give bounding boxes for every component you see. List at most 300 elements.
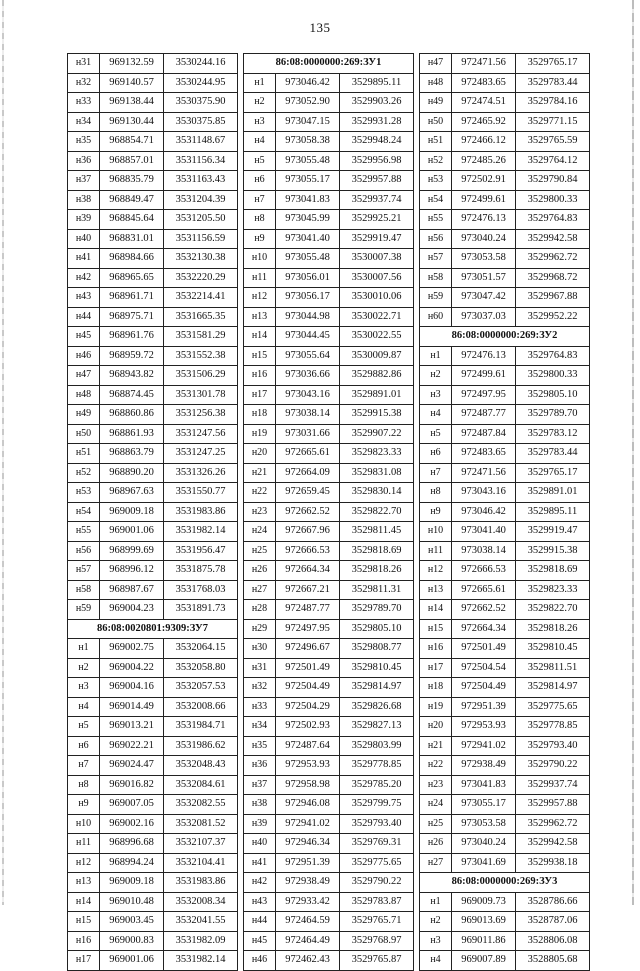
- table-row: [420, 522, 590, 542]
- x-coordinate: 968987.67: [100, 580, 164, 600]
- point-label: н25: [244, 541, 276, 561]
- table-row: [244, 483, 414, 503]
- x-coordinate: 969013.69: [452, 912, 516, 932]
- y-coordinate: 3529814.97: [516, 678, 590, 698]
- y-coordinate: 3531301.78: [164, 385, 238, 405]
- table-row: [420, 190, 590, 210]
- table-row: [68, 210, 238, 230]
- table-row: [244, 366, 414, 386]
- table-row: [420, 600, 590, 620]
- y-coordinate: 3529765.17: [516, 463, 590, 483]
- y-coordinate: 3529915.38: [516, 541, 590, 561]
- point-label: н4: [420, 405, 452, 425]
- x-coordinate: 973041.83: [452, 775, 516, 795]
- table-row: [68, 483, 238, 503]
- y-coordinate: 3529775.65: [516, 697, 590, 717]
- table-row: [68, 190, 238, 210]
- x-coordinate: 972464.59: [276, 912, 340, 932]
- y-coordinate: 3532064.15: [164, 639, 238, 659]
- table-row: [420, 424, 590, 444]
- point-label: н1: [244, 73, 276, 93]
- point-label: н31: [68, 54, 100, 74]
- x-coordinate: 968996.68: [100, 834, 164, 854]
- table-row: [244, 853, 414, 873]
- x-coordinate: 972667.96: [276, 522, 340, 542]
- x-coordinate: 972476.13: [452, 210, 516, 230]
- y-coordinate: 3531982.14: [164, 522, 238, 542]
- table-row: [420, 229, 590, 249]
- x-coordinate: 969014.49: [100, 697, 164, 717]
- table-row: [244, 93, 414, 113]
- table-row: [244, 834, 414, 854]
- table-row: [420, 814, 590, 834]
- point-label: н8: [68, 775, 100, 795]
- y-coordinate: 3532107.37: [164, 834, 238, 854]
- point-label: н41: [68, 249, 100, 269]
- x-coordinate: 968961.71: [100, 288, 164, 308]
- point-label: н4: [68, 697, 100, 717]
- table-row: [68, 346, 238, 366]
- table-row: [68, 658, 238, 678]
- table-row: [68, 132, 238, 152]
- y-coordinate: 3529942.58: [516, 229, 590, 249]
- table-row: [244, 190, 414, 210]
- y-coordinate: 3531768.03: [164, 580, 238, 600]
- coordinate-table-middle: [243, 53, 414, 971]
- point-label: н4: [244, 132, 276, 152]
- table-row: [420, 210, 590, 230]
- x-coordinate: 968863.79: [100, 444, 164, 464]
- table-row: [244, 892, 414, 912]
- x-coordinate: 973046.42: [452, 502, 516, 522]
- y-coordinate: 3530007.38: [340, 249, 414, 269]
- coordinates-table: [419, 53, 590, 971]
- x-coordinate: 969009.73: [452, 892, 516, 912]
- x-coordinate: 972951.39: [452, 697, 516, 717]
- x-coordinate: 969007.05: [100, 795, 164, 815]
- point-label: н5: [420, 424, 452, 444]
- table-row: [68, 405, 238, 425]
- y-coordinate: 3529811.45: [340, 522, 414, 542]
- y-coordinate: 3531156.34: [164, 151, 238, 171]
- x-coordinate: 968959.72: [100, 346, 164, 366]
- y-coordinate: 3529783.12: [516, 424, 590, 444]
- x-coordinate: 973043.16: [452, 483, 516, 503]
- table-row: [420, 834, 590, 854]
- y-coordinate: 3531875.78: [164, 561, 238, 581]
- y-coordinate: 3529800.33: [516, 190, 590, 210]
- x-coordinate: 972665.61: [452, 580, 516, 600]
- y-coordinate: 3532058.80: [164, 658, 238, 678]
- y-coordinate: 3530375.90: [164, 93, 238, 113]
- table-row: [420, 951, 590, 971]
- point-label: н58: [420, 268, 452, 288]
- table-row: [420, 775, 590, 795]
- table-row: [244, 795, 414, 815]
- parcel-number: 86:08:0000000:269:ЗУ2: [420, 327, 590, 347]
- y-coordinate: 3530244.95: [164, 73, 238, 93]
- y-coordinate: 3529790.22: [340, 873, 414, 893]
- point-label: н16: [68, 931, 100, 951]
- x-coordinate: 973038.14: [452, 541, 516, 561]
- x-coordinate: 972483.65: [452, 73, 516, 93]
- point-label: н12: [68, 853, 100, 873]
- point-label: н43: [68, 288, 100, 308]
- table-row: [420, 307, 590, 327]
- point-label: н29: [244, 619, 276, 639]
- y-coordinate: 3529765.71: [340, 912, 414, 932]
- y-coordinate: 3529805.10: [516, 385, 590, 405]
- x-coordinate: 972471.56: [452, 54, 516, 74]
- x-coordinate: 972499.61: [452, 190, 516, 210]
- x-coordinate: 969132.59: [100, 54, 164, 74]
- x-coordinate: 972941.02: [276, 814, 340, 834]
- table-row: [68, 873, 238, 893]
- point-label: н6: [420, 444, 452, 464]
- table-row: [420, 366, 590, 386]
- y-coordinate: 3531983.86: [164, 502, 238, 522]
- point-label: н12: [420, 561, 452, 581]
- x-coordinate: 973036.66: [276, 366, 340, 386]
- y-coordinate: 3529784.16: [516, 93, 590, 113]
- table-row: [68, 853, 238, 873]
- point-label: н15: [244, 346, 276, 366]
- x-coordinate: 968890.20: [100, 463, 164, 483]
- y-coordinate: 3529778.85: [340, 756, 414, 776]
- y-coordinate: 3529891.01: [516, 483, 590, 503]
- x-coordinate: 973055.48: [276, 249, 340, 269]
- y-coordinate: 3529937.74: [340, 190, 414, 210]
- point-label: н59: [420, 288, 452, 308]
- y-coordinate: 3529957.88: [340, 171, 414, 191]
- point-label: н13: [68, 873, 100, 893]
- x-coordinate: 973053.58: [452, 814, 516, 834]
- point-label: н13: [420, 580, 452, 600]
- point-label: н10: [68, 814, 100, 834]
- y-coordinate: 3532082.55: [164, 795, 238, 815]
- point-label: н41: [244, 853, 276, 873]
- table-row: [244, 73, 414, 93]
- table-row: [68, 931, 238, 951]
- table-row: [420, 405, 590, 425]
- point-label: н46: [68, 346, 100, 366]
- x-coordinate: 973047.42: [452, 288, 516, 308]
- table-row: [68, 736, 238, 756]
- x-coordinate: 969002.75: [100, 639, 164, 659]
- point-label: н27: [244, 580, 276, 600]
- x-coordinate: 972474.51: [452, 93, 516, 113]
- x-coordinate: 972938.49: [276, 873, 340, 893]
- table-row: [420, 151, 590, 171]
- x-coordinate: 968845.64: [100, 210, 164, 230]
- point-label: н44: [68, 307, 100, 327]
- table-row: [68, 307, 238, 327]
- point-label: н22: [420, 756, 452, 776]
- table-row: [68, 639, 238, 659]
- table-row: [244, 444, 414, 464]
- x-coordinate: 972504.49: [452, 678, 516, 698]
- x-coordinate: 969130.44: [100, 112, 164, 132]
- y-coordinate: 3531552.38: [164, 346, 238, 366]
- table-row: [68, 561, 238, 581]
- y-coordinate: 3531982.14: [164, 951, 238, 971]
- point-label: н13: [244, 307, 276, 327]
- table-row: [68, 463, 238, 483]
- x-coordinate: 972476.13: [452, 346, 516, 366]
- y-coordinate: 3531163.43: [164, 171, 238, 191]
- point-label: н4: [420, 951, 452, 971]
- y-coordinate: 3529783.87: [340, 892, 414, 912]
- y-coordinate: 3530007.56: [340, 268, 414, 288]
- table-row: [244, 561, 414, 581]
- y-coordinate: 3529808.77: [340, 639, 414, 659]
- point-label: н45: [68, 327, 100, 347]
- y-coordinate: 3529789.70: [516, 405, 590, 425]
- table-row: [68, 522, 238, 542]
- table-row: [244, 268, 414, 288]
- point-label: н39: [244, 814, 276, 834]
- table-row: [244, 522, 414, 542]
- point-label: н35: [68, 132, 100, 152]
- y-coordinate: 3532130.38: [164, 249, 238, 269]
- y-coordinate: 3529826.68: [340, 697, 414, 717]
- point-label: н20: [244, 444, 276, 464]
- table-row: [420, 658, 590, 678]
- table-row: [68, 697, 238, 717]
- table-row: [244, 580, 414, 600]
- y-coordinate: 3531581.29: [164, 327, 238, 347]
- x-coordinate: 968965.65: [100, 268, 164, 288]
- x-coordinate: 968961.76: [100, 327, 164, 347]
- y-coordinate: 3529793.40: [340, 814, 414, 834]
- x-coordinate: 973045.99: [276, 210, 340, 230]
- y-coordinate: 3531665.35: [164, 307, 238, 327]
- x-coordinate: 968975.71: [100, 307, 164, 327]
- table-row: [244, 307, 414, 327]
- table-row: [244, 327, 414, 347]
- x-coordinate: 969009.18: [100, 873, 164, 893]
- table-row: [68, 249, 238, 269]
- point-label: н16: [420, 639, 452, 659]
- x-coordinate: 973044.98: [276, 307, 340, 327]
- x-coordinate: 972464.49: [276, 931, 340, 951]
- parcel-header-row: [244, 54, 414, 74]
- x-coordinate: 972504.29: [276, 697, 340, 717]
- x-coordinate: 968835.79: [100, 171, 164, 191]
- table-row: [68, 541, 238, 561]
- y-coordinate: 3529789.70: [340, 600, 414, 620]
- point-label: н7: [420, 463, 452, 483]
- x-coordinate: 973055.48: [276, 151, 340, 171]
- table-row: [244, 385, 414, 405]
- x-coordinate: 969016.82: [100, 775, 164, 795]
- table-row: [68, 814, 238, 834]
- y-coordinate: 3529783.44: [516, 73, 590, 93]
- table-row: [244, 678, 414, 698]
- point-label: н49: [68, 405, 100, 425]
- table-row: [420, 385, 590, 405]
- table-row: [244, 697, 414, 717]
- x-coordinate: 972483.65: [452, 444, 516, 464]
- point-label: н37: [68, 171, 100, 191]
- point-label: н38: [244, 795, 276, 815]
- table-row: [420, 795, 590, 815]
- x-coordinate: 972471.56: [452, 463, 516, 483]
- table-row: [68, 288, 238, 308]
- table-row: [244, 229, 414, 249]
- point-label: н18: [244, 405, 276, 425]
- y-coordinate: 3531891.73: [164, 600, 238, 620]
- x-coordinate: 969138.44: [100, 93, 164, 113]
- point-label: н42: [244, 873, 276, 893]
- x-coordinate: 973056.01: [276, 268, 340, 288]
- point-label: н51: [420, 132, 452, 152]
- table-row: [68, 444, 238, 464]
- table-row: [68, 678, 238, 698]
- x-coordinate: 973053.58: [452, 249, 516, 269]
- x-coordinate: 969022.21: [100, 736, 164, 756]
- point-label: н11: [244, 268, 276, 288]
- point-label: н27: [420, 853, 452, 873]
- y-coordinate: 3529768.97: [340, 931, 414, 951]
- y-coordinate: 3532214.41: [164, 288, 238, 308]
- point-label: н56: [68, 541, 100, 561]
- y-coordinate: 3529778.85: [516, 717, 590, 737]
- x-coordinate: 968849.47: [100, 190, 164, 210]
- y-coordinate: 3529818.26: [340, 561, 414, 581]
- y-coordinate: 3532220.29: [164, 268, 238, 288]
- table-row: [244, 424, 414, 444]
- x-coordinate: 972941.02: [452, 736, 516, 756]
- point-label: н14: [420, 600, 452, 620]
- point-label: н49: [420, 93, 452, 113]
- point-label: н23: [244, 502, 276, 522]
- x-coordinate: 973058.38: [276, 132, 340, 152]
- point-label: н28: [244, 600, 276, 620]
- y-coordinate: 3529937.74: [516, 775, 590, 795]
- point-label: н12: [244, 288, 276, 308]
- point-label: н52: [68, 463, 100, 483]
- table-row: [244, 288, 414, 308]
- table-row: [68, 834, 238, 854]
- x-coordinate: 972502.91: [452, 171, 516, 191]
- point-label: н2: [68, 658, 100, 678]
- table-row: [420, 112, 590, 132]
- table-row: [244, 931, 414, 951]
- table-row: [420, 483, 590, 503]
- x-coordinate: 972504.54: [452, 658, 516, 678]
- table-row: [68, 268, 238, 288]
- table-row: [420, 639, 590, 659]
- parcel-header-row: [68, 619, 238, 639]
- y-coordinate: 3529810.45: [516, 639, 590, 659]
- point-label: н26: [420, 834, 452, 854]
- y-coordinate: 3532104.41: [164, 853, 238, 873]
- point-label: н52: [420, 151, 452, 171]
- table-row: [68, 424, 238, 444]
- parcel-header-row: [420, 327, 590, 347]
- x-coordinate: 972662.52: [276, 502, 340, 522]
- y-coordinate: 3529968.72: [516, 268, 590, 288]
- y-coordinate: 3532084.61: [164, 775, 238, 795]
- table-row: [420, 756, 590, 776]
- point-label: н6: [68, 736, 100, 756]
- y-coordinate: 3531148.67: [164, 132, 238, 152]
- y-coordinate: 3529790.22: [516, 756, 590, 776]
- table-row: [68, 775, 238, 795]
- x-coordinate: 973052.90: [276, 93, 340, 113]
- table-row: [244, 619, 414, 639]
- x-coordinate: 972504.49: [276, 678, 340, 698]
- table-row: [420, 288, 590, 308]
- x-coordinate: 972938.49: [452, 756, 516, 776]
- table-row: [244, 658, 414, 678]
- point-label: н1: [420, 346, 452, 366]
- point-label: н9: [244, 229, 276, 249]
- x-coordinate: 969007.89: [452, 951, 516, 971]
- table-row: [420, 171, 590, 191]
- point-label: н48: [68, 385, 100, 405]
- x-coordinate: 968854.71: [100, 132, 164, 152]
- point-label: н17: [420, 658, 452, 678]
- point-label: н40: [68, 229, 100, 249]
- y-coordinate: 3531506.29: [164, 366, 238, 386]
- point-label: н39: [68, 210, 100, 230]
- table-row: [244, 346, 414, 366]
- y-coordinate: 3529938.18: [516, 853, 590, 873]
- y-coordinate: 3532057.53: [164, 678, 238, 698]
- y-coordinate: 3529895.11: [516, 502, 590, 522]
- y-coordinate: 3529811.31: [340, 580, 414, 600]
- table-row: [420, 853, 590, 873]
- y-coordinate: 3529907.22: [340, 424, 414, 444]
- x-coordinate: 968999.69: [100, 541, 164, 561]
- y-coordinate: 3530010.06: [340, 288, 414, 308]
- x-coordinate: 973046.42: [276, 73, 340, 93]
- point-label: н44: [244, 912, 276, 932]
- y-coordinate: 3529793.40: [516, 736, 590, 756]
- y-coordinate: 3529814.97: [340, 678, 414, 698]
- point-label: н21: [420, 736, 452, 756]
- x-coordinate: 972502.93: [276, 717, 340, 737]
- point-label: н2: [244, 93, 276, 113]
- point-label: н3: [420, 931, 452, 951]
- table-row: [420, 931, 590, 951]
- y-coordinate: 3528805.68: [516, 951, 590, 971]
- y-coordinate: 3529775.65: [340, 853, 414, 873]
- y-coordinate: 3528787.06: [516, 912, 590, 932]
- y-coordinate: 3529799.75: [340, 795, 414, 815]
- point-label: н1: [420, 892, 452, 912]
- x-coordinate: 968984.66: [100, 249, 164, 269]
- point-label: н3: [68, 678, 100, 698]
- point-label: н17: [244, 385, 276, 405]
- x-coordinate: 972487.77: [452, 405, 516, 425]
- y-coordinate: 3531156.59: [164, 229, 238, 249]
- point-label: н54: [68, 502, 100, 522]
- x-coordinate: 969004.23: [100, 600, 164, 620]
- x-coordinate: 972501.49: [452, 639, 516, 659]
- table-row: [420, 541, 590, 561]
- y-coordinate: 3529882.86: [340, 366, 414, 386]
- scan-right-edge: [632, 0, 634, 905]
- x-coordinate: 973038.14: [276, 405, 340, 425]
- y-coordinate: 3530244.16: [164, 54, 238, 74]
- table-row: [420, 249, 590, 269]
- point-label: н47: [68, 366, 100, 386]
- x-coordinate: 973040.24: [452, 834, 516, 854]
- point-label: н6: [244, 171, 276, 191]
